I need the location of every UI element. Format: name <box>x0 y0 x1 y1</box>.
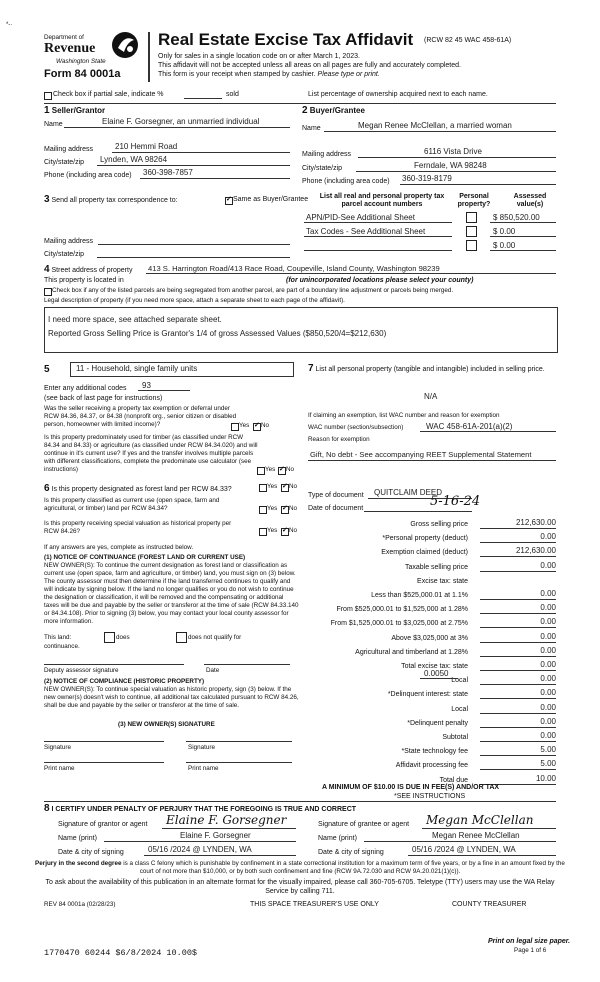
special-yes-label: Yes <box>267 527 278 534</box>
assessed-value-3[interactable]: $ 0.00 <box>493 241 516 250</box>
timber-question: Is this property predominately used for timber (as classified under RCW 84.34 and 84.33) or agriculture (as classified under RCW 84.34.020) and will continue in it's current use? If yes and the transfer involves multiple parcels with different classifications, complete the predominate use calculator (see instructions) <box>44 434 258 473</box>
grantee-signature[interactable]: Megan McClellan <box>426 813 534 827</box>
tax-row-label: Exemption claimed (deduct) <box>381 549 468 556</box>
tax-row-label: *Delinquent penalty <box>407 720 468 727</box>
buyer-name-label: Name <box>302 125 321 132</box>
parcel-header: List all real and personal property tax <box>319 193 445 200</box>
owner-signature-label-2: Signature <box>188 744 215 751</box>
parcel-header-2: parcel account numbers <box>341 201 423 208</box>
state-label: Washington State <box>56 58 106 65</box>
perjury-notice: Perjury in the second degree is a class C felony which is punishable by confinement in a state correctional institution for a maximum term of five years, or by a fine in an amount fixed by the court of not more than $10,000, or by both such confinement and fine (RCW 9A.72.030 and RCW 9A.20.021(1)(c)). <box>35 860 565 875</box>
exemption-yes-label: Yes <box>239 422 250 429</box>
tax-row-label: Subtotal <box>442 734 468 741</box>
owner-signature-label-1: Signature <box>44 744 71 751</box>
if-yes-note: If any answers are yes, complete as instructed below. <box>44 544 194 551</box>
forest-no-checkbox[interactable] <box>281 484 289 492</box>
this-land-label: This land: <box>44 634 72 641</box>
corner-mark: *-· <box>6 22 13 28</box>
revenue-wordmark: Revenue <box>44 41 96 56</box>
additional-codes-value[interactable]: 93 <box>142 381 151 390</box>
exemption-wac-label: If claiming an exemption, list WAC number and reason for exemption <box>308 412 500 419</box>
form-citation: (RCW 82 45 WAC 458-61A) <box>424 37 512 44</box>
same-as-buyer-label: Same as Buyer/Grantee <box>233 196 309 203</box>
reason-label: Reason for exemption <box>308 436 370 443</box>
tax-row-label: Local <box>451 706 468 713</box>
notice1-title: (1) NOTICE OF CONTINUANCE (FOREST LAND OR CURRENT USE) <box>44 554 246 561</box>
tax-row-label: Total due <box>439 777 468 784</box>
assessed-value-1[interactable]: $ 850,520.00 <box>493 213 540 222</box>
tax-row-value[interactable]: 212,630.00 <box>515 518 556 527</box>
section3-label: 3 Send all property tax correspondence to: <box>44 194 178 205</box>
local-rate[interactable]: 0.0050 <box>424 669 449 678</box>
section3-addr-label: Mailing address <box>44 238 94 245</box>
wac-number-value[interactable]: WAC 458-61A-201(a)(2) <box>426 422 513 431</box>
current-use-yes-checkbox[interactable] <box>259 506 267 514</box>
notice2-body: NEW OWNER(S): To continue special valuation as historic property, sign (3) below. If the new owner(s) doesn't wish to continue, all additional tax calculated pursuant to RCW 84.26, shall be due and payable by the seller or transferor at the time of sale. <box>44 686 299 709</box>
revision-label: REV 84 0001a (02/28/23) <box>44 901 116 908</box>
treasurer-use-label: THIS SPACE TREASURER'S USE ONLY <box>250 901 379 908</box>
notice1-body: NEW OWNER(S): To continue the current designation as forest land or classification as current use (open space, farm and agriculture, or timber) land, you must sign on (3) below. The county assessor must then determine if the land transferred continues to qualify and will indicate by signing below. If the land no longer qualifies or you do not wish to continue the designation or classification, it will be removed and the compensating or additional taxes will be due and payable by the seller or transferor at the time of sale (RCW 84.33.140 or 84.34.108). Prior to signing (3) below, you may contact your local county assessor for more information. <box>44 562 299 625</box>
header-line-1: Only for sales in a single location code on or after March 1, 2023. <box>158 53 360 60</box>
tax-row-label: Total excise tax: state <box>401 663 468 670</box>
tax-row-value[interactable]: 0.00 <box>540 632 556 641</box>
seller-city-label: City/state/zip <box>44 159 85 166</box>
form-number: Form 84 0001a <box>44 68 121 80</box>
grantee-date-label: Date & city of signing <box>318 849 384 856</box>
section3-city-label: City/state/zip <box>44 251 85 258</box>
seller-heading: 1 Seller/Grantor <box>44 105 106 116</box>
seller-name-value[interactable]: Elaine F. Gorsegner, an unmarried individual <box>102 117 260 126</box>
new-owner-signature-title: (3) NEW OWNER(S) SIGNATURE <box>118 721 215 728</box>
special-valuation-question: Is this property receiving special valuation as historical property per RCW 84.26? <box>44 520 232 535</box>
document-type-value[interactable]: QUITCLAIM DEED <box>374 488 443 497</box>
continuance-label: continuance. <box>44 643 80 650</box>
timber-yes-checkbox[interactable] <box>257 467 265 475</box>
current-use-question: Is this property classified as current use (open space, farm and agricultural, or timber) land per RCW 84.34? <box>44 497 220 512</box>
tax-row-label: Affidavit processing fee <box>395 762 468 769</box>
tax-row-label: Local <box>451 677 468 684</box>
assessed-header: Assessed <box>513 193 547 200</box>
tax-row-label: *Delinquent interest: state <box>387 691 468 698</box>
tax-row-label: From $1,525,000.01 to $3,025,000 at 2.75% <box>330 620 468 627</box>
minimum-due-note: A MINIMUM OF $10.00 IS DUE IN FEE(S) AND/OR TAX <box>322 784 500 791</box>
buyer-addr-label: Mailing address <box>302 151 352 158</box>
seller-phone-value[interactable]: 360-398-7857 <box>143 168 193 177</box>
cashier-stamp: 1770470 60244 $6/8/2024 10.00$ <box>44 948 198 958</box>
owner-print-name-1: Print name <box>44 765 75 772</box>
buyer-city-label: City/state/zip <box>302 165 343 172</box>
tax-row-label: *Personal property (deduct) <box>382 535 468 542</box>
seller-name-label: Name <box>44 121 63 128</box>
grantor-date-value[interactable]: 05/16 /2024 @ LYNDEN, WA <box>148 845 252 854</box>
current-use-no-label: No <box>289 505 298 512</box>
tax-row-value[interactable]: 0.00 <box>540 561 556 570</box>
personal-property-label: 7 List all personal property (tangible and intangible) included in selling price. <box>308 363 545 374</box>
form-title: Real Estate Excise Tax Affidavit <box>158 30 414 49</box>
special-no-label: No <box>289 527 298 534</box>
document-type-label: Type of document <box>308 492 364 499</box>
legal-line-1: I need more space, see attached separate sheet. <box>48 315 222 324</box>
parcel-row-1[interactable]: APN/PID-See Additional Sheet <box>306 213 415 222</box>
notice2-title: (2) NOTICE OF COMPLIANCE (HISTORIC PROPERTY) <box>44 678 205 685</box>
header-line-3: This form is your receipt when stamped by cashier. Please type or print. <box>158 71 380 78</box>
tax-row-value[interactable]: 5.00 <box>540 745 556 754</box>
exemption-question: Was the seller receiving a property tax exemption or deferral under RCW 84.36, 84.37, or 84.38 (nonprofit org., senior citizen or disabled person, homeowner with limited income)? <box>44 405 237 428</box>
special-no-checkbox[interactable] <box>281 528 289 536</box>
does-not-label: does not qualify for <box>188 634 242 641</box>
additional-codes-label: Enter any additional codes <box>44 385 127 392</box>
grantor-signature-label: Signature of grantor or agent <box>58 821 148 828</box>
buyer-city-value[interactable]: Ferndale, WA 98248 <box>414 161 487 170</box>
buyer-phone-label: Phone (including area code) <box>302 178 390 185</box>
tax-row-value[interactable]: 0.00 <box>540 589 556 598</box>
grantor-signature[interactable]: Elaine F. Gorsegner <box>166 813 287 827</box>
grantee-name-value[interactable]: Megan Renee McClellan <box>432 831 520 840</box>
tax-row-label: *State technology fee <box>401 748 468 755</box>
assessed-value-2[interactable]: $ 0.00 <box>493 227 516 236</box>
seller-addr-label: Mailing address <box>44 146 94 153</box>
tax-row-value[interactable]: 0.00 <box>540 660 556 669</box>
timber-no-label: No <box>286 466 295 473</box>
seller-addr-value[interactable]: 210 Hemmi Road <box>115 142 178 151</box>
list-percentage-note: List percentage of ownership acquired next to each name. <box>308 91 488 98</box>
tax-row-label: Gross selling price <box>410 521 468 528</box>
legal-line-2: Reported Gross Selling Price is Grantor's 1/4 of gross Assessed Values ($850,520/4=$212,630) <box>48 329 387 338</box>
land-use-code-value: 11 - Household, single family units <box>76 364 198 373</box>
section5-number: 5 <box>44 364 50 375</box>
forest-question: 6 Is this property designated as forest land per RCW 84.33? <box>44 483 232 494</box>
legal-description-label: Legal description of property (if you need more space, attach a separate sheet to each page of the affidavit). <box>44 297 345 304</box>
grantee-name-label: Name (print) <box>318 835 357 842</box>
deputy-date-label: Date <box>206 667 220 674</box>
segregated-checkbox[interactable] <box>44 288 52 296</box>
segregated-label: Check box if any of the listed parcels are being segregated from another parcel, are part of a boundary line adjustment or parcels being merged. <box>52 287 454 294</box>
tax-row-value[interactable]: 0.00 <box>540 532 556 541</box>
alt-format-notice: To ask about the availability of this publication in an alternate format for the visually impaired, please call 360-705-6705. Teletype (TTY) users may use the WA Relay Service by calling 711. <box>45 879 555 895</box>
tax-row-value[interactable]: 0.00 <box>540 688 556 697</box>
current-use-no-checkbox[interactable] <box>281 506 289 514</box>
buyer-phone-value[interactable]: 360-319-8179 <box>402 174 452 183</box>
forest-yes-label: Yes <box>267 483 278 490</box>
legal-size-note: Print on legal size paper. <box>488 938 571 945</box>
tax-row-label: Agricultural and timberland at 1.28% <box>355 649 468 656</box>
tax-row-value[interactable]: 0.00 <box>540 674 556 683</box>
personal-property-checkbox-3[interactable] <box>466 240 477 251</box>
seller-city-value[interactable]: Lynden, WA 98264 <box>100 155 168 164</box>
tax-row-label: Less than $525,000.01 at 1.1% <box>371 592 468 599</box>
partial-sale-label: Check box if partial sale, indicate % <box>53 91 164 98</box>
header-line-2: This affidavit will not be accepted unless all areas on all pages are fully and accurately completed. <box>158 62 461 69</box>
same-as-buyer-checkbox[interactable] <box>225 197 233 205</box>
grantee-date-value[interactable]: 05/16 /2024 @ LYNDEN, WA <box>412 845 516 854</box>
buyer-addr-value[interactable]: 6116 Vista Drive <box>424 147 482 156</box>
personal-property-value[interactable]: N/A <box>424 392 438 401</box>
grantor-date-label: Date & city of signing <box>58 849 124 856</box>
timber-yes-label: Yes <box>265 466 276 473</box>
tax-row-value[interactable]: 0.00 <box>540 703 556 712</box>
special-yes-checkbox[interactable] <box>259 528 267 536</box>
see-instructions-note: *SEE INSTRUCTIONS <box>394 793 466 800</box>
tax-row-value[interactable]: 212,630.00 <box>515 546 556 555</box>
grantee-signature-label: Signature of grantee or agent <box>318 821 410 828</box>
personal-property-checkbox-2[interactable] <box>466 226 477 237</box>
located-in-label: This property is located in <box>44 277 124 284</box>
certify-statement: 8 I CERTIFY UNDER PENALTY OF PERJURY THAT THE FOREGOING IS TRUE AND CORRECT <box>44 803 357 814</box>
tax-row-label: Above $3,025,000 at 3% <box>391 635 468 642</box>
codes-note: (see back of last page for instructions) <box>44 395 163 402</box>
deputy-signature-label: Deputy assessor signature <box>44 667 119 674</box>
personal-header: Personal <box>459 193 489 200</box>
partial-sale-sold: sold <box>226 91 239 98</box>
tax-row-value[interactable]: 10.00 <box>535 774 556 783</box>
does-not-checkbox[interactable] <box>176 632 187 643</box>
buyer-heading: 2 Buyer/Grantee <box>302 105 365 116</box>
exemption-yes-checkbox[interactable] <box>231 423 239 431</box>
forest-yes-checkbox[interactable] <box>259 484 267 492</box>
document-date-label: Date of document <box>308 505 364 512</box>
street-address-value[interactable]: 413 S. Harrington Road/413 Race Road, Coupeville, Island County, Washington 98239 <box>148 264 440 273</box>
dept-label: Department of <box>44 34 84 41</box>
tax-row-value[interactable]: 0.00 <box>540 731 556 740</box>
tax-row-value[interactable]: 0.00 <box>540 617 556 626</box>
page-number: Page 1 of 6 <box>514 947 547 954</box>
current-use-yes-label: Yes <box>267 505 278 512</box>
tax-row-label: From $525,000.01 to $1,525,000 at 1.28% <box>336 606 468 613</box>
partial-sale-checkbox[interactable] <box>44 92 52 100</box>
wac-number-label: WAC number (section/subsection) <box>308 424 404 431</box>
street-address-label: 4 Street address of property <box>44 264 133 275</box>
personal-property-checkbox-1[interactable] <box>466 212 477 223</box>
does-label: does <box>116 634 130 641</box>
does-checkbox[interactable] <box>104 632 115 643</box>
exemption-no-checkbox[interactable] <box>253 423 261 431</box>
tax-row-value[interactable]: 0.00 <box>540 646 556 655</box>
personal-header-2: property? <box>457 201 491 208</box>
timber-no-checkbox[interactable] <box>278 467 286 475</box>
tax-row-label: Taxable selling price <box>404 564 468 571</box>
seller-phone-label: Phone (including area code) <box>44 172 132 179</box>
exemption-no-label: No <box>261 422 270 429</box>
document-date-value[interactable]: 5-16-24 <box>430 494 481 509</box>
forest-no-label: No <box>289 483 298 490</box>
tax-row-label: Excise tax: state <box>417 578 468 585</box>
buyer-name-value[interactable]: Megan Renee McClellan, a married woman <box>358 121 512 130</box>
parcel-row-2[interactable]: Tax Codes - See Additional Sheet <box>306 227 426 236</box>
grantor-name-label: Name (print) <box>58 835 97 842</box>
tax-row-value[interactable]: 0.00 <box>540 717 556 726</box>
unincorporated-note: (for unincorporated locations please select your county) <box>286 277 474 284</box>
tax-row-value[interactable]: 0.00 <box>540 603 556 612</box>
assessed-header-2: value(s) <box>516 201 544 208</box>
revenue-logo-icon <box>110 30 140 60</box>
owner-print-name-2: Print name <box>188 765 219 772</box>
grantor-name-value[interactable]: Elaine F. Gorsegner <box>180 831 251 840</box>
reason-value[interactable]: Gift, No debt - See accompanying REET Supplemental Statement <box>310 450 532 459</box>
county-treasurer-label: COUNTY TREASURER <box>452 901 527 908</box>
tax-row-value[interactable]: 5.00 <box>540 759 556 768</box>
